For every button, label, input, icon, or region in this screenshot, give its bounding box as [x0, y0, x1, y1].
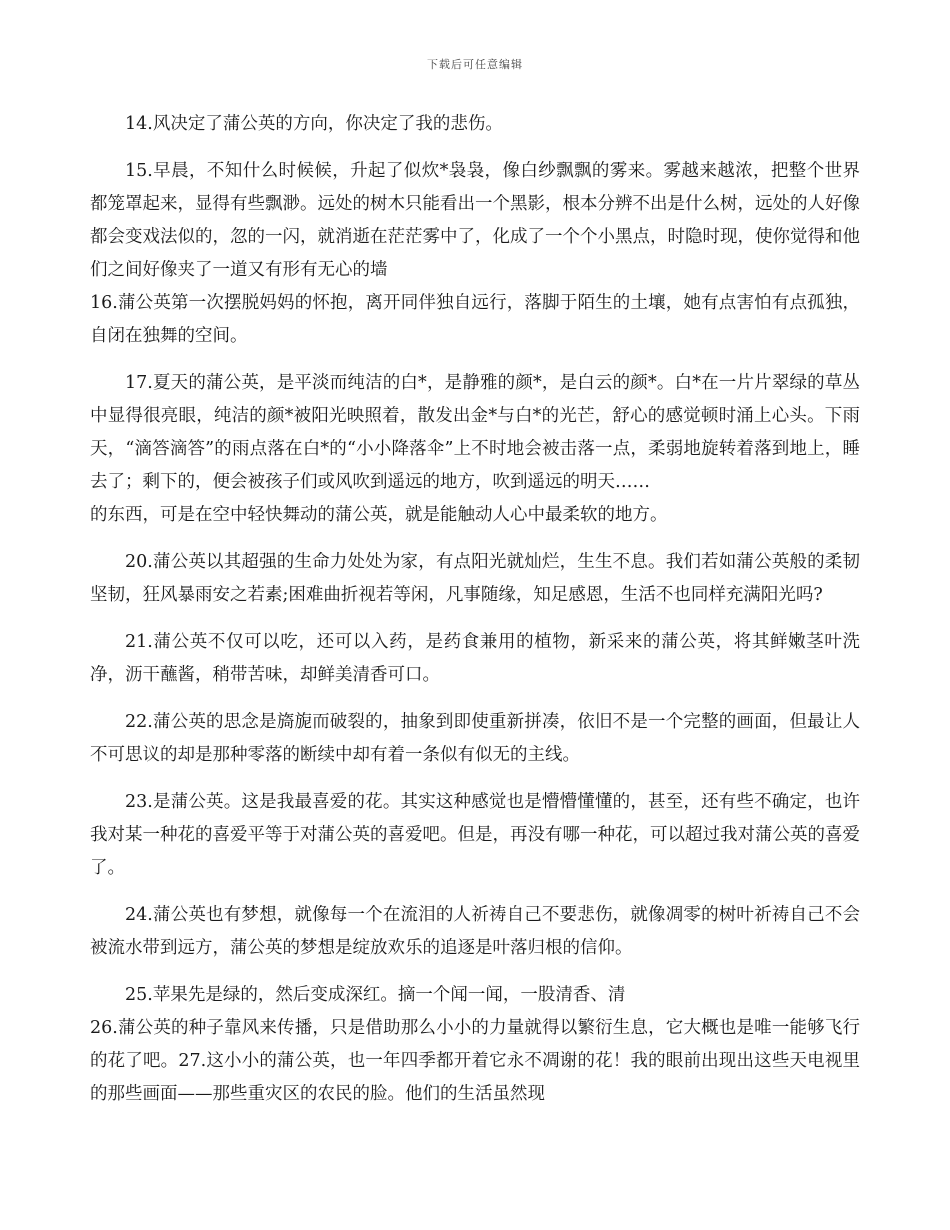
paragraph-26: 26.蒲公英的种子靠风来传播，只是借助那么小小的力量就得以繁衍生息，它大概也是唯一能够飞行的花了吧。27.这小小的蒲公英，也一年四季都开着它永不凋谢的花！我的眼前出现出这些天电视里的那些画面——那些重灾区的农民的脸。他们的生活虽然现 [90, 1018, 860, 1104]
paragraph-15: 15.早晨，不知什么时候候，升起了似炊*袅袅，像白纱飘飘的雾来。雾越来越浓，把整个世界都笼罩起来，显得有些飘渺。远处的树木只能看出一个黑影，根本分辨不出是什么树，远处的人好像都会变戏法似的，忽的一闪，就消逝在茫茫雾中了，化成了一个个小黑点，时隐时现，使你觉得和他们之间好像夹了一道又有形有无心的墙 [90, 161, 860, 280]
paragraph-14: 14.风决定了蒲公英的方向，你决定了我的悲伤。 [125, 114, 503, 134]
paragraph-17-continued: 的东西，可是在空中轻快舞动的蒲公英，就是能触动人心中最柔软的地方。 [90, 505, 668, 525]
document-body [90, 108, 860, 1111]
paragraph-17: 17.夏天的蒲公英，是平淡而纯洁的白*，是静雅的颜*，是白云的颜*。白*在一片片翠绿的草丛中显得很亮眼，纯洁的颜*被阳光映照着，散发出金*与白*的光芒，舒心的感觉顿时涌上心头。下雨天，“滴答滴答”的雨点落在白*的“小小降落伞”上不时地会被击落一点，柔弱地旋转着落到地上，睡去了；剩下的，便会被孩子们或风吹到遥远的地方，吹到遥远的明天…… [90, 373, 860, 492]
page-header-note: 下载后可任意编辑 [427, 58, 523, 71]
paragraph-24: 24.蒲公英也有梦想，就像每一个在流泪的人祈祷自己不要悲伤，就像凋零的树叶祈祷自己不会被流水带到远方，蒲公英的梦想是绽放欢乐的追逐是叶落归根的信仰。 [90, 905, 860, 958]
paragraph-25: 25.苹果先是绿的，然后变成深红。摘一个闻一闻，一股清香、清 [125, 985, 626, 1005]
paragraph-23: 23.是蒲公英。这是我最喜爱的花。其实这种感觉也是懵懵懂懂的，甚至，还有些不确定，也许我对某一种花的喜爱平等于对蒲公英的喜爱吧。但是，再没有哪一种花，可以超过我对蒲公英的喜爱了。 [90, 792, 860, 878]
paragraph-16: 16.蒲公英第一次摆脱妈妈的怀抱，离开同伴独自远行，落脚于陌生的土壤，她有点害怕有点孤独，自闭在独舞的空间。 [90, 293, 860, 346]
paragraph-22: 22.蒲公英的思念是旖旎而破裂的，抽象到即使重新拼凑，依旧不是一个完整的画面，但最让人不可思议的却是那种零落的断续中却有着一条似有似无的主线。 [90, 712, 860, 765]
paragraph-20: 20.蒲公英以其超强的生命力处处为家，有点阳光就灿烂，生生不息。我们若如蒲公英般的柔韧坚韧，狂风暴雨安之若素;困难曲折视若等闲，凡事随缘，知足感恩，生活不也同样充满阳光吗? [90, 552, 860, 605]
paragraph-21: 21.蒲公英不仅可以吃，还可以入药，是药食兼用的植物，新采来的蒲公英，将其鲜嫩茎叶洗净，沥干蘸酱，稍带苦味，却鲜美清香可口。 [90, 632, 860, 685]
